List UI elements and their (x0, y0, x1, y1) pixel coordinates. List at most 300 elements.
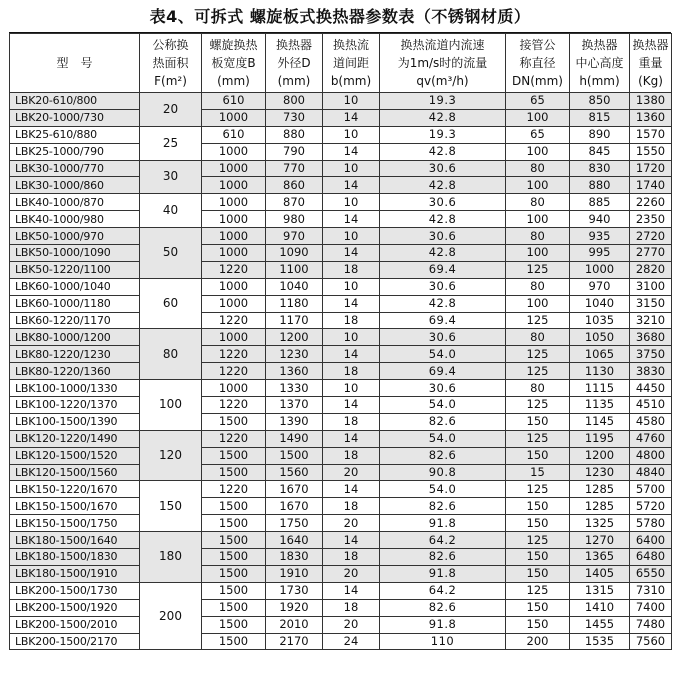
nozzle-dn-cell: 150 (506, 616, 570, 633)
center-height-cell: 1035 (570, 312, 630, 329)
area-cell: 120 (140, 430, 202, 481)
header-area (140, 34, 202, 93)
channel-gap-cell: 20 (323, 616, 380, 633)
flow-rate-cell: 91.8 (380, 515, 506, 532)
table-row (10, 582, 672, 599)
table-row (10, 515, 672, 532)
outer-diameter-cell: 2170 (266, 633, 323, 650)
weight-cell: 3830 (630, 363, 672, 380)
flow-rate-cell: 82.6 (380, 549, 506, 566)
model-cell: LBK200-1500/1730 (10, 582, 140, 599)
plate-width-cell: 1500 (202, 498, 266, 515)
header-center-height (570, 34, 630, 93)
outer-diameter-cell: 1670 (266, 481, 323, 498)
plate-width-cell: 1220 (202, 397, 266, 414)
center-height-cell: 1135 (570, 397, 630, 414)
weight-cell: 2260 (630, 194, 672, 211)
header-area-line: 热面积 (152, 56, 189, 70)
channel-gap-cell: 18 (323, 413, 380, 430)
plate-width-cell: 1500 (202, 616, 266, 633)
outer-diameter-cell: 800 (266, 93, 323, 110)
center-height-cell: 1325 (570, 515, 630, 532)
header-row (10, 34, 672, 93)
channel-gap-cell: 10 (323, 93, 380, 110)
flow-rate-cell: 42.8 (380, 295, 506, 312)
weight-cell: 5780 (630, 515, 672, 532)
table-row (10, 633, 672, 650)
model-cell: LBK100-1000/1330 (10, 380, 140, 397)
header-nozzle-dn-line: 接管公 (519, 38, 556, 52)
model-cell: LBK200-1500/2170 (10, 633, 140, 650)
flow-rate-cell: 69.4 (380, 261, 506, 278)
weight-cell: 6550 (630, 565, 672, 582)
area-cell: 150 (140, 481, 202, 532)
outer-diameter-cell: 880 (266, 126, 323, 143)
center-height-cell: 1405 (570, 565, 630, 582)
nozzle-dn-cell: 80 (506, 380, 570, 397)
outer-diameter-cell: 790 (266, 143, 323, 160)
nozzle-dn-cell: 150 (506, 498, 570, 515)
channel-gap-cell: 10 (323, 194, 380, 211)
center-height-cell: 890 (570, 126, 630, 143)
table-body (10, 93, 672, 650)
center-height-cell: 1050 (570, 329, 630, 346)
flow-rate-cell: 19.3 (380, 126, 506, 143)
model-cell: LBK60-1000/1040 (10, 278, 140, 295)
header-plate-width (202, 34, 266, 93)
center-height-cell: 1040 (570, 295, 630, 312)
model-cell: LBK30-1000/770 (10, 160, 140, 177)
model-cell: LBK80-1220/1360 (10, 363, 140, 380)
channel-gap-cell: 18 (323, 261, 380, 278)
weight-cell: 2350 (630, 211, 672, 228)
table-row (10, 413, 672, 430)
channel-gap-cell: 10 (323, 380, 380, 397)
center-height-cell: 815 (570, 109, 630, 126)
table-row (10, 93, 672, 110)
area-cell: 80 (140, 329, 202, 380)
area-cell: 50 (140, 228, 202, 279)
outer-diameter-cell: 2010 (266, 616, 323, 633)
weight-cell: 4580 (630, 413, 672, 430)
outer-diameter-cell: 870 (266, 194, 323, 211)
header-nozzle-dn (506, 34, 570, 93)
channel-gap-cell: 10 (323, 278, 380, 295)
outer-diameter-cell: 1910 (266, 565, 323, 582)
flow-rate-cell: 82.6 (380, 447, 506, 464)
nozzle-dn-cell: 150 (506, 599, 570, 616)
outer-diameter-cell: 1100 (266, 261, 323, 278)
area-cell: 40 (140, 194, 202, 228)
plate-width-cell: 1220 (202, 261, 266, 278)
nozzle-dn-cell: 80 (506, 194, 570, 211)
weight-cell: 1550 (630, 143, 672, 160)
center-height-cell: 935 (570, 228, 630, 245)
plate-width-cell: 1220 (202, 481, 266, 498)
model-cell: LBK50-1220/1100 (10, 261, 140, 278)
table-row (10, 498, 672, 515)
model-cell: LBK50-1000/1090 (10, 245, 140, 262)
table-row (10, 109, 672, 126)
nozzle-dn-cell: 125 (506, 397, 570, 414)
outer-diameter-cell: 1370 (266, 397, 323, 414)
nozzle-dn-cell: 100 (506, 143, 570, 160)
header-nozzle-dn-line: 称直径 (519, 56, 556, 70)
header-outer-diameter-line: 换热器 (275, 38, 312, 52)
center-height-cell: 1230 (570, 464, 630, 481)
center-height-cell: 1535 (570, 633, 630, 650)
weight-cell: 1380 (630, 93, 672, 110)
model-cell: LBK150-1500/1750 (10, 515, 140, 532)
model-cell: LBK200-1500/2010 (10, 616, 140, 633)
area-cell: 60 (140, 278, 202, 329)
plate-width-cell: 1220 (202, 430, 266, 447)
channel-gap-cell: 18 (323, 599, 380, 616)
area-cell: 180 (140, 532, 202, 583)
plate-width-cell: 1220 (202, 312, 266, 329)
plate-width-cell: 1500 (202, 447, 266, 464)
weight-cell: 1720 (630, 160, 672, 177)
table-row (10, 228, 672, 245)
plate-width-cell: 1000 (202, 143, 266, 160)
nozzle-dn-cell: 100 (506, 177, 570, 194)
model-cell: LBK180-1500/1910 (10, 565, 140, 582)
flow-rate-cell: 82.6 (380, 599, 506, 616)
area-cell: 20 (140, 93, 202, 127)
channel-gap-cell: 18 (323, 549, 380, 566)
plate-width-cell: 1220 (202, 363, 266, 380)
area-cell: 25 (140, 126, 202, 160)
center-height-cell: 1315 (570, 582, 630, 599)
plate-width-cell: 1500 (202, 515, 266, 532)
model-cell: LBK20-610/800 (10, 93, 140, 110)
nozzle-dn-cell: 100 (506, 295, 570, 312)
channel-gap-cell: 14 (323, 481, 380, 498)
table-row (10, 295, 672, 312)
weight-cell: 4840 (630, 464, 672, 481)
center-height-cell: 830 (570, 160, 630, 177)
model-cell: LBK120-1220/1490 (10, 430, 140, 447)
header-outer-diameter-line: 外径D (277, 56, 311, 70)
center-height-cell: 1285 (570, 498, 630, 515)
channel-gap-cell: 14 (323, 295, 380, 312)
outer-diameter-cell: 1330 (266, 380, 323, 397)
nozzle-dn-cell: 125 (506, 346, 570, 363)
flow-rate-cell: 91.8 (380, 565, 506, 582)
nozzle-dn-cell: 125 (506, 532, 570, 549)
table-row (10, 194, 672, 211)
weight-cell: 2770 (630, 245, 672, 262)
flow-rate-cell: 30.6 (380, 160, 506, 177)
plate-width-cell: 1500 (202, 532, 266, 549)
header-channel-gap-line: b(mm) (330, 74, 372, 88)
table-row (10, 312, 672, 329)
header-plate-width-line: (mm) (217, 74, 250, 88)
outer-diameter-cell: 1390 (266, 413, 323, 430)
plate-width-cell: 1000 (202, 278, 266, 295)
weight-cell: 4510 (630, 397, 672, 414)
header-model (10, 34, 140, 93)
table-row (10, 363, 672, 380)
nozzle-dn-cell: 125 (506, 430, 570, 447)
channel-gap-cell: 10 (323, 126, 380, 143)
header-nozzle-dn-line: DN(mm) (512, 74, 563, 88)
table-row (10, 616, 672, 633)
nozzle-dn-cell: 150 (506, 413, 570, 430)
weight-cell: 5720 (630, 498, 672, 515)
channel-gap-cell: 18 (323, 363, 380, 380)
nozzle-dn-cell: 125 (506, 481, 570, 498)
nozzle-dn-cell: 150 (506, 515, 570, 532)
channel-gap-cell: 20 (323, 464, 380, 481)
outer-diameter-cell: 1560 (266, 464, 323, 481)
flow-rate-cell: 54.0 (380, 430, 506, 447)
nozzle-dn-cell: 125 (506, 363, 570, 380)
center-height-cell: 1455 (570, 616, 630, 633)
flow-rate-cell: 19.3 (380, 93, 506, 110)
flow-rate-cell: 54.0 (380, 481, 506, 498)
nozzle-dn-cell: 15 (506, 464, 570, 481)
table-title: 表4、可拆式 螺旋板式换热器参数表（不锈钢材质） (149, 7, 531, 26)
outer-diameter-cell: 1200 (266, 329, 323, 346)
header-weight (630, 34, 672, 93)
weight-cell: 6480 (630, 549, 672, 566)
channel-gap-cell: 18 (323, 498, 380, 515)
center-height-cell: 1065 (570, 346, 630, 363)
header-plate-width-line: 螺旋换热 (209, 38, 258, 52)
table-row (10, 447, 672, 464)
nozzle-dn-cell: 80 (506, 228, 570, 245)
channel-gap-cell: 18 (323, 312, 380, 329)
channel-gap-cell: 10 (323, 228, 380, 245)
nozzle-dn-cell: 100 (506, 211, 570, 228)
outer-diameter-cell: 1230 (266, 346, 323, 363)
header-outer-diameter-line: (mm) (277, 74, 311, 88)
flow-rate-cell: 42.8 (380, 177, 506, 194)
plate-width-cell: 1500 (202, 549, 266, 566)
model-cell: LBK180-1500/1640 (10, 532, 140, 549)
center-height-cell: 970 (570, 278, 630, 295)
table-row (10, 245, 672, 262)
channel-gap-cell: 14 (323, 430, 380, 447)
model-cell: LBK25-1000/790 (10, 143, 140, 160)
flow-rate-cell: 69.4 (380, 363, 506, 380)
flow-rate-cell: 54.0 (380, 346, 506, 363)
weight-cell: 4800 (630, 447, 672, 464)
model-cell: LBK20-1000/730 (10, 109, 140, 126)
flow-rate-cell: 42.8 (380, 245, 506, 262)
model-cell: LBK180-1500/1830 (10, 549, 140, 566)
nozzle-dn-cell: 200 (506, 633, 570, 650)
center-height-cell: 1410 (570, 599, 630, 616)
table-row (10, 143, 672, 160)
area-cell: 30 (140, 160, 202, 194)
outer-diameter-cell: 1640 (266, 532, 323, 549)
plate-width-cell: 1000 (202, 295, 266, 312)
model-cell: LBK25-610/880 (10, 126, 140, 143)
flow-rate-cell: 30.6 (380, 278, 506, 295)
model-cell: LBK200-1500/1920 (10, 599, 140, 616)
table-row (10, 346, 672, 363)
plate-width-cell: 1000 (202, 245, 266, 262)
channel-gap-cell: 14 (323, 532, 380, 549)
table-row (10, 565, 672, 582)
model-cell: LBK50-1000/970 (10, 228, 140, 245)
channel-gap-cell: 14 (323, 109, 380, 126)
weight-cell: 1360 (630, 109, 672, 126)
weight-cell: 1570 (630, 126, 672, 143)
channel-gap-cell: 24 (323, 633, 380, 650)
outer-diameter-cell: 1170 (266, 312, 323, 329)
channel-gap-cell: 10 (323, 160, 380, 177)
model-cell: LBK80-1000/1200 (10, 329, 140, 346)
outer-diameter-cell: 730 (266, 109, 323, 126)
plate-width-cell: 1000 (202, 177, 266, 194)
weight-cell: 3150 (630, 295, 672, 312)
model-cell: LBK60-1000/1180 (10, 295, 140, 312)
header-center-height-line: h(mm) (579, 74, 620, 88)
header-weight-line: 换热器 (632, 38, 669, 52)
weight-cell: 3750 (630, 346, 672, 363)
plate-width-cell: 610 (202, 126, 266, 143)
outer-diameter-cell: 1730 (266, 582, 323, 599)
header-area-line: F(m²) (154, 74, 187, 88)
table-row (10, 430, 672, 447)
table-row (10, 464, 672, 481)
flow-rate-cell: 30.6 (380, 194, 506, 211)
header-flow-rate-line: 换热流道内流速 (400, 38, 485, 52)
header-plate-width-line: 板宽度B (211, 56, 256, 70)
model-cell: LBK120-1500/1560 (10, 464, 140, 481)
nozzle-dn-cell: 65 (506, 93, 570, 110)
weight-cell: 3680 (630, 329, 672, 346)
channel-gap-cell: 14 (323, 397, 380, 414)
outer-diameter-cell: 970 (266, 228, 323, 245)
model-cell: LBK150-1500/1670 (10, 498, 140, 515)
weight-cell: 1740 (630, 177, 672, 194)
center-height-cell: 880 (570, 177, 630, 194)
channel-gap-cell: 14 (323, 143, 380, 160)
plate-width-cell: 1500 (202, 413, 266, 430)
channel-gap-cell: 14 (323, 582, 380, 599)
outer-diameter-cell: 1040 (266, 278, 323, 295)
center-height-cell: 845 (570, 143, 630, 160)
outer-diameter-cell: 1830 (266, 549, 323, 566)
weight-cell: 4450 (630, 380, 672, 397)
nozzle-dn-cell: 100 (506, 109, 570, 126)
plate-width-cell: 1000 (202, 160, 266, 177)
header-weight-line: 重量 (638, 56, 663, 70)
header-center-height-line: 中心高度 (575, 56, 624, 70)
table-row (10, 329, 672, 346)
header-flow-rate (380, 34, 506, 93)
header-channel-gap-line: 道间距 (332, 56, 369, 70)
channel-gap-cell: 14 (323, 211, 380, 228)
header-area-line: 公称换 (152, 38, 189, 52)
area-cell: 200 (140, 582, 202, 650)
table-row (10, 160, 672, 177)
plate-width-cell: 1220 (202, 346, 266, 363)
weight-cell: 2720 (630, 228, 672, 245)
weight-cell: 7310 (630, 582, 672, 599)
center-height-cell: 1145 (570, 413, 630, 430)
outer-diameter-cell: 1090 (266, 245, 323, 262)
outer-diameter-cell: 1750 (266, 515, 323, 532)
outer-diameter-cell: 860 (266, 177, 323, 194)
nozzle-dn-cell: 150 (506, 565, 570, 582)
nozzle-dn-cell: 150 (506, 447, 570, 464)
weight-cell: 3100 (630, 278, 672, 295)
flow-rate-cell: 42.8 (380, 109, 506, 126)
header-center-height-line: 换热器 (581, 38, 618, 52)
model-cell: LBK100-1220/1370 (10, 397, 140, 414)
flow-rate-cell: 64.2 (380, 582, 506, 599)
model-cell: LBK60-1220/1170 (10, 312, 140, 329)
header-model-line: 型 号 (56, 56, 93, 70)
model-cell: LBK80-1220/1230 (10, 346, 140, 363)
header-weight-line: (Kg) (638, 74, 663, 88)
table-row (10, 599, 672, 616)
flow-rate-cell: 30.6 (380, 329, 506, 346)
nozzle-dn-cell: 125 (506, 582, 570, 599)
table-row (10, 532, 672, 549)
table-row (10, 261, 672, 278)
model-cell: LBK120-1500/1520 (10, 447, 140, 464)
plate-width-cell: 1000 (202, 109, 266, 126)
outer-diameter-cell: 1360 (266, 363, 323, 380)
flow-rate-cell: 110 (380, 633, 506, 650)
flow-rate-cell: 42.8 (380, 211, 506, 228)
plate-width-cell: 1000 (202, 329, 266, 346)
flow-rate-cell: 54.0 (380, 397, 506, 414)
table-row (10, 278, 672, 295)
weight-cell: 4760 (630, 430, 672, 447)
channel-gap-cell: 20 (323, 515, 380, 532)
flow-rate-cell: 30.6 (380, 380, 506, 397)
center-height-cell: 885 (570, 194, 630, 211)
weight-cell: 5700 (630, 481, 672, 498)
outer-diameter-cell: 770 (266, 160, 323, 177)
table-row (10, 177, 672, 194)
flow-rate-cell: 64.2 (380, 532, 506, 549)
plate-width-cell: 1500 (202, 464, 266, 481)
table-row (10, 126, 672, 143)
plate-width-cell: 610 (202, 93, 266, 110)
nozzle-dn-cell: 125 (506, 312, 570, 329)
channel-gap-cell: 14 (323, 177, 380, 194)
flow-rate-cell: 42.8 (380, 143, 506, 160)
header-flow-rate-line: 为1m/s时的流量 (397, 56, 488, 70)
outer-diameter-cell: 1180 (266, 295, 323, 312)
plate-width-cell: 1500 (202, 582, 266, 599)
table-row (10, 380, 672, 397)
plate-width-cell: 1000 (202, 211, 266, 228)
plate-width-cell: 1000 (202, 380, 266, 397)
nozzle-dn-cell: 80 (506, 329, 570, 346)
table-header (10, 34, 672, 93)
model-cell: LBK150-1220/1670 (10, 481, 140, 498)
plate-width-cell: 1500 (202, 565, 266, 582)
header-flow-rate-line: qv(m³/h) (416, 74, 469, 88)
flow-rate-cell: 90.8 (380, 464, 506, 481)
channel-gap-cell: 14 (323, 245, 380, 262)
parameter-table (9, 33, 672, 650)
plate-width-cell: 1500 (202, 599, 266, 616)
table-row (10, 481, 672, 498)
nozzle-dn-cell: 100 (506, 245, 570, 262)
outer-diameter-cell: 980 (266, 211, 323, 228)
center-height-cell: 1365 (570, 549, 630, 566)
